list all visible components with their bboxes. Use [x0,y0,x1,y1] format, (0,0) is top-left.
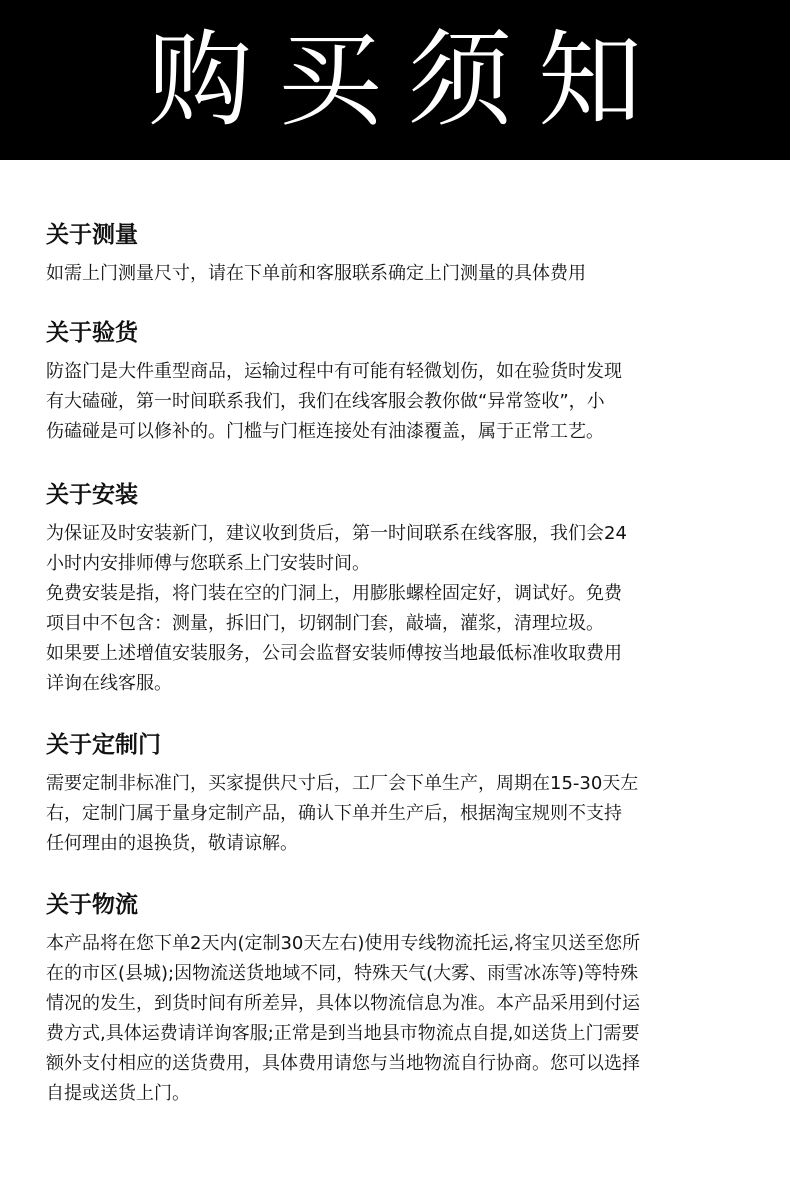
body-line: 情况的发生，到货时间有所差异，具体以物流信息为准。本产品采用到付运 [46,993,640,1014]
page-title: 购买须知 [147,19,668,141]
body-line: 防盗门是大件重型商品，运输过程中有可能有轻微划伤，如在验货时发现 [46,361,622,382]
section-installation [46,480,746,699]
body-line: 伤磕碰是可以修补的。门槛与门框连接处有油漆覆盖，属于正常工艺。 [46,421,604,442]
body-line: 为保证及时安装新门，建议收到货后，第一时间联系在线客服，我们会24 [46,523,627,544]
body-line: 需要定制非标准门，买家提供尺寸后，工厂会下单生产，周期在15-30天左 [46,773,639,794]
section-heading: 关于测量 [46,222,138,248]
body-line: 任何理由的退换货，敬请谅解。 [46,833,298,854]
section-body [46,519,746,699]
section-logistics [46,890,746,1109]
section-body [46,259,746,289]
body-line: 如果要上述增值安装服务，公司会监督安装师傅按当地最低标准收取费用 [46,643,622,664]
section-custom-door [46,730,746,859]
body-line: 小时内安排师傅与您联系上门安装时间。 [46,553,370,574]
section-inspection [46,318,746,447]
body-line: 在的市区(县城);因物流送货地域不同，特殊天气(大雾、雨雪冰冻等)等特殊 [46,963,639,984]
body-line: 项目中不包含：测量，拆旧门，切钢制门套，敲墙，灌浆，清理垃圾。 [46,613,604,634]
body-line: 如需上门测量尺寸，请在下单前和客服联系确定上门测量的具体费用 [46,263,586,284]
section-body [46,929,746,1109]
body-line: 额外支付相应的送货费用，具体费用请您与当地物流自行协商。您可以选择 [46,1053,640,1074]
body-line: 有大磕碰，第一时间联系我们，我们在线客服会教你做“异常签收”，小 [46,391,605,412]
section-measurement [46,220,746,289]
body-line: 自提或送货上门。 [46,1083,190,1104]
section-heading: 关于验货 [46,320,138,346]
section-body [46,357,746,447]
body-line: 费方式,具体运费请详询客服;正常是到当地县市物流点自提,如送货上门需要 [46,1023,640,1044]
body-line: 免费安装是指，将门装在空的门洞上，用膨胀螺栓固定好，调试好。免费 [46,583,622,604]
body-line: 右，定制门属于量身定制产品，确认下单并生产后，根据淘宝规则不支持 [46,803,622,824]
body-line: 本产品将在您下单2天内(定制30天左右)使用专线物流托运,将宝贝送至您所 [46,933,641,954]
body-line: 详询在线客服。 [46,673,172,694]
section-heading: 关于定制门 [46,732,161,758]
section-heading: 关于物流 [46,892,138,918]
section-body [46,769,746,859]
header-banner [0,0,790,160]
section-heading: 关于安装 [46,482,138,508]
